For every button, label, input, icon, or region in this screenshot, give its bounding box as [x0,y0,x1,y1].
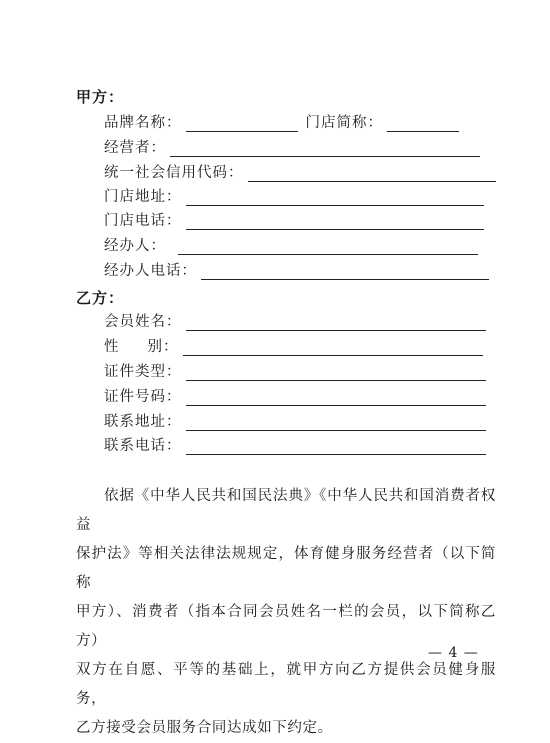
store-phone-field[interactable] [186,213,484,230]
preamble-line-3: 甲方）、消费者（指本合同会员姓名一栏的会员，以下简称乙方） [76,604,496,649]
preamble-line-1: 依据《中华人民共和国民法典》《中华人民共和国消费者权益 [76,488,496,533]
id-number-label: 证件号码： [104,389,182,405]
store-address-field[interactable] [186,189,484,206]
member-name-row [104,309,486,331]
contact-phone-field[interactable] [186,438,486,455]
preamble-line-2: 保护法》等相关法律法规规定，体育健身服务经营者（以下简称 [76,546,496,591]
store-address-label: 门店地址： [104,189,182,205]
handler-phone-field[interactable] [201,263,489,280]
handler-phone-row [104,258,489,280]
brand-name-row [104,110,459,132]
contact-address-label: 联系地址： [104,414,182,430]
store-phone-row [104,208,484,230]
party-b-heading: 乙方： [76,289,125,307]
id-number-row [104,384,486,406]
brand-name-label: 品牌名称： [104,115,182,131]
contact-address-field[interactable] [186,414,486,431]
store-phone-label: 门店电话： [104,213,182,229]
id-type-row [104,359,486,381]
member-name-field[interactable] [186,314,486,331]
gender-row [104,334,483,356]
page-number: — 4 — [428,645,479,661]
party-a-heading: 甲方： [76,88,125,106]
preamble-line-5: 乙方接受会员服务合同达成如下约定。 [76,720,333,736]
gender-label-first: 性 [104,339,120,355]
brand-name-field[interactable] [186,115,298,132]
handler-phone-label: 经办人电话： [104,263,197,279]
id-type-field[interactable] [186,364,486,381]
id-type-label: 证件类型： [104,364,182,380]
gender-label-second: 别： [147,339,179,355]
store-short-name-label: 门店简称： [305,115,383,131]
contract-preamble [76,482,496,743]
id-number-field[interactable] [186,389,486,406]
operator-field[interactable] [170,140,480,157]
credit-code-field[interactable] [248,165,496,182]
preamble-line-4: 双方在自愿、平等的基础上，就甲方向乙方提供会员健身服务， [76,662,496,707]
contact-address-row [104,409,486,431]
member-name-label: 会员姓名： [104,314,182,330]
handler-field[interactable] [178,238,478,255]
handler-label: 经办人： [104,238,166,254]
handler-row [104,233,478,255]
credit-code-row [104,160,496,182]
operator-row [104,135,480,157]
contact-phone-row [104,433,486,455]
gender-field[interactable] [183,339,483,356]
store-short-name-field[interactable] [387,115,459,132]
store-address-row [104,184,484,206]
contact-phone-label: 联系电话： [104,438,182,454]
operator-label: 经营者： [104,140,166,156]
credit-code-label: 统一社会信用代码： [104,165,244,181]
